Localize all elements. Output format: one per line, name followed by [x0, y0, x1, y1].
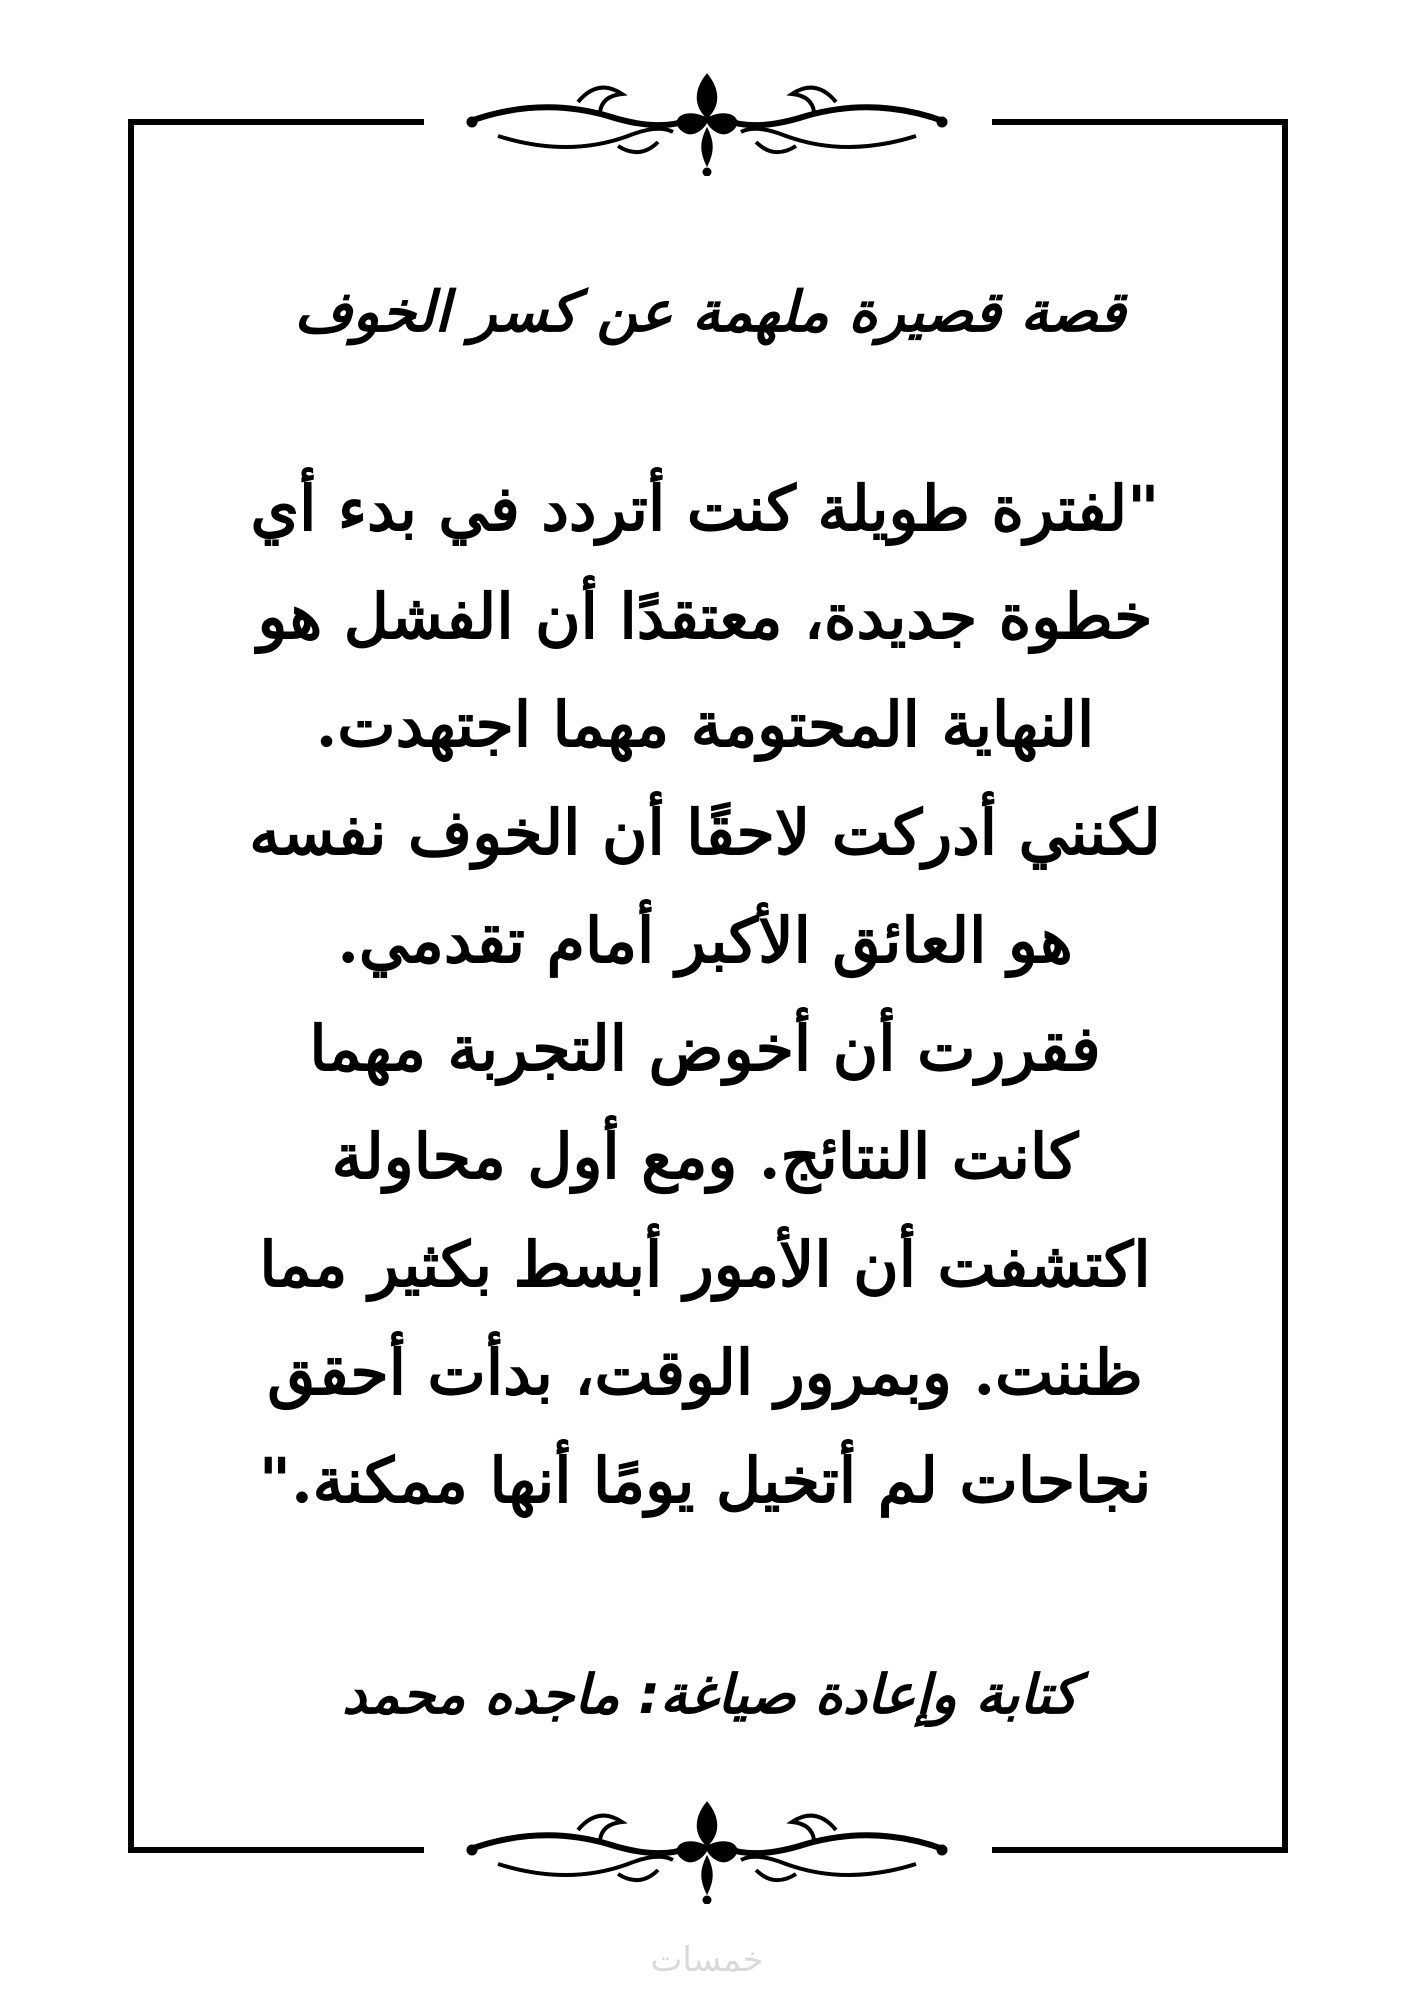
top-ornament-icon: [458, 66, 956, 176]
frame-left-line: [128, 119, 134, 1853]
watermark-text: خمسات: [650, 1940, 764, 1980]
frame-top-right-line: [992, 119, 1288, 125]
frame-bottom-right-line: [992, 1847, 1288, 1853]
page-title: قصة قصيرة ملهمة عن كسر الخوف: [294, 280, 1126, 345]
author-signature: كتابة وإعادة صياغة: ماجده محمد: [342, 1663, 1078, 1726]
frame-bottom-left-line: [128, 1847, 424, 1853]
bottom-ornament-icon: [458, 1794, 956, 1904]
frame-right-line: [1282, 119, 1288, 1853]
frame-top-left-line: [128, 119, 424, 125]
story-text: "لفترة طويلة كنت أتردد في بدء أي خطوة جديدة، معتقدًا أن الفشل هو النهاية المحتومة مهما اجتهدت. لكنني أدركت لاحقًا أن الخوف نفسه هو العائق الأكبر أمام تقدمي. فقررت أن أخوض التجربة مهما كانت النتائج. ومع أول محاولة اكتشفت أن الأمور أبسط بكثير مما ظننت. وبمرور الوقت، بدأت أحقق نجاحات لم أتخيل يومًا أنها ممكنة.": [249, 472, 1161, 1517]
